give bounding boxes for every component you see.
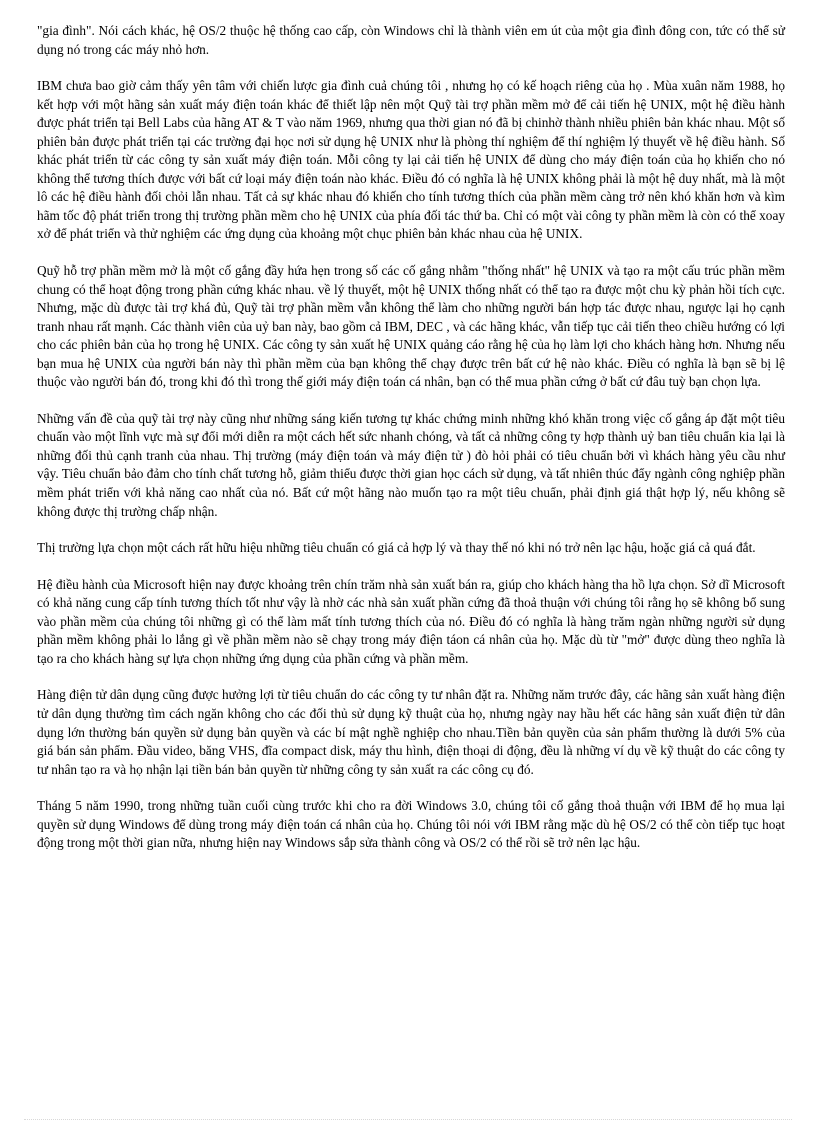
paragraph-5: Thị trường lựa chọn một cách rất hữu hiệu những tiêu chuẩn có giá cả hợp lý và thay thế nó khi nó trở nên lạc hậu, hoặc giá cả quá đắt. [37,540,756,556]
paragraph-3: Quỹ hỗ trợ phần mềm mở là một cố gắng đầy hứa hẹn trong số các cố gắng nhằm "thống nhất" hệ UNIX và tạo ra một cấu trúc phần mềm chung có thể hoạt động trong phần cứng khác nhau. về lý thuyết, một hệ UNIX thống nhất có thể tạo ra được một chu kỳ phản hồi tích cực. Nhưng, mặc dù được tài trợ khá đủ, Quỹ tài trợ phần mềm vẫn không thể làm cho những người bán hợp tác được nhau, ngược lại họ cạnh tranh nhau rất mạnh. Các thành viên của uỷ ban này, bao gồm cả IBM, DEC , và các hãng khác, vẫn tiếp tục cải tiến theo chiều hướng có lợi cho các phiên bản của họ trong hệ UNIX. Các công ty sản xuất hệ UNIX quảng cáo rằng hệ của họ làm lợi cho khách hàng hơn. Nhưng nếu bạn mua hệ UNIX của người bán này thì phần mềm của bạn không thể chạy được trên bất cứ hệ nào khác. Điều có nghĩa là bạn sẽ bị lệ thuộc vào người bán đó, trong khi đó thì trong thế giới máy điện toán cá nhân, bạn có thể mua phần cứng ở bất cứ đâu tuỳ bạn chọn lựa. [37,263,785,390]
paragraph-4: Những vấn đề của quỹ tài trợ này cũng như những sáng kiến tương tự khác chứng minh những khó khăn trong việc cố gắng áp đặt một tiêu chuẩn vào một lĩnh vực mà sự đổi mới diễn ra một cách hết sức nhanh chóng, và tất cả những công ty hợp thành uỷ ban tiêu chuẩn kia lại là những đối thủ cạnh tranh của nhau. Thị trường (máy điện toán và máy điện tử ) đò hỏi phải có tiêu chuẩn bởi vì khách hàng yêu cầu như vậy. Tiêu chuẩn bảo đảm cho tính chất tương hỗ, giảm thiểu được thời gian học cách sử dụng, và tất nhiên thúc đẩy ngành công nghiệp phần mềm phát triển với khả năng cao nhất của nó. Bất cứ một hãng nào muốn tạo ra một tiêu chuẩn, phải định giá thật hợp lý, nếu không sẽ không được thị trường chấp nhận. [37,410,785,519]
paragraph-8: Tháng 5 năm 1990, trong những tuần cuối cùng trước khi cho ra đời Windows 3.0, chúng tôi cố gắng thoả thuận với IBM để họ mua lại quyền sử dụng Windows để dùng trong máy điện toán cá nhân của họ. Chúng tôi nói với IBM rằng mặc dù hệ OS/2 có thể còn tiếp tục hoạt động trong một thời gian nữa, nhưng hiện nay Windows sắp sửa thành công và OS/2 có thể rồi sẽ trở nên lạc hậu. [37,798,785,851]
paragraph-2: IBM chưa bao giờ cảm thấy yên tâm với chiến lược gia đình cuả chúng tôi , nhưng họ có kế hoạch riêng của họ . Mùa xuân năm 1988, họ kết hợp với một hãng sản xuất máy điện toán khác để thiết lập nên một Quỹ tài trợ phần mềm mở để cải tiến hệ UNIX, một hệ điều hành được phát triển tại Bell Labs của hãng AT & T vào năm 1969, nhưng qua thời gian nó đã bị chinhờ thành nhiều phiên bản khác nhau. Một số phiên bản được phát triển tại các trường đại học nơi sử dụng hệ UNIX như là phòng thí nghiệm để thí nghiệm lý thuyết về hệ điều hành. Số khác phát triển từ các công ty sản xuất máy điện toán. Mỗi công ty lại cải tiến hệ UNIX để dùng cho máy điện toán của họ khiến cho nó không thể tương thích được với bất cứ loại máy điện toán nào khác. Điều đó có nghĩa là hệ UNIX không phải là một hệ duy nhất, mà là một lô các hệ điều hành đối chỏi lẫn nhau. Tất cả sự khác nhau đó khiến cho tính tương thích của phần mềm càng trở nên khó khăn hơn và kìm hãm tốc độ phát triển trong thị trường phần mềm cho hệ UNIX của phía đối tác thứ ba. Chỉ có một vài công ty phần mềm là còn có thể xoay xở để phát triển và thử nghiệm các ứng dụng của khoảng một chục phiên bản khác nhau của hệ UNIX. [37,78,785,242]
paragraph-1: "gia đình". Nói cách khác, hệ OS/2 thuộc hệ thống cao cấp, còn Windows chỉ là thành viên em út của một gia đình đông con, tức có thể sử dụng nó trong các máy nhỏ hơn. [37,23,785,57]
paragraph-7: Hàng điện tử dân dụng cũng được hưởng lợi từ tiêu chuẩn do các công ty tư nhân đặt ra. Những năm trước đây, các hãng sản xuất hàng điện tử dân dụng thường tìm cách ngăn không cho các đối thủ sử dụng kỹ thuật của họ, nhưng ngày nay hầu hết các hãng sản xuất điện tử dân dụng lớn thường bán quyền sử dụng bản quyền và các bí mật nghề nghiệp cho nhau.Tiền bản quyền của sản phẩm thường là dưới 5% của giá bán sản phẩm. Đầu video, băng VHS, đĩa compact disk, máy thu hình, điện thoại di động, đều là những ví dụ về kỹ thuật do các công ty tư nhân tạo ra và họ nhận lại tiền bán bản quyền từ những công ty sản xuất ra các công cụ đó. [37,687,785,777]
page-bottom-divider [24,1119,792,1120]
paragraph-6: Hệ điều hành của Microsoft hiện nay được khoảng trên chín trăm nhà sản xuất bán ra, giúp cho khách hàng tha hồ lựa chọn. Sở dĩ Microsoft có khả năng cung cấp tính tương thích tốt như vậy là nhờ các nhà sản xuất phần cứng đã thoả thuận với chúng tôi rằng họ sẽ không bổ sung vào phần mềm của chúng tôi những gì có thể làm mất tính tương thích của nó. Điều đó có nghĩa là hàng trăm ngàn những người sử dụng phần mềm không phải lo lắng gì về phần mềm nào sẽ chạy trong máy điện táon cá nhân của họ. Mặc dù từ "mở" được dùng theo nghĩa là tạo ra cho khách hàng sự lựa chọn những ứng dụng của phần cứng và phần mềm. [37,576,785,666]
document-page [37,22,785,871]
